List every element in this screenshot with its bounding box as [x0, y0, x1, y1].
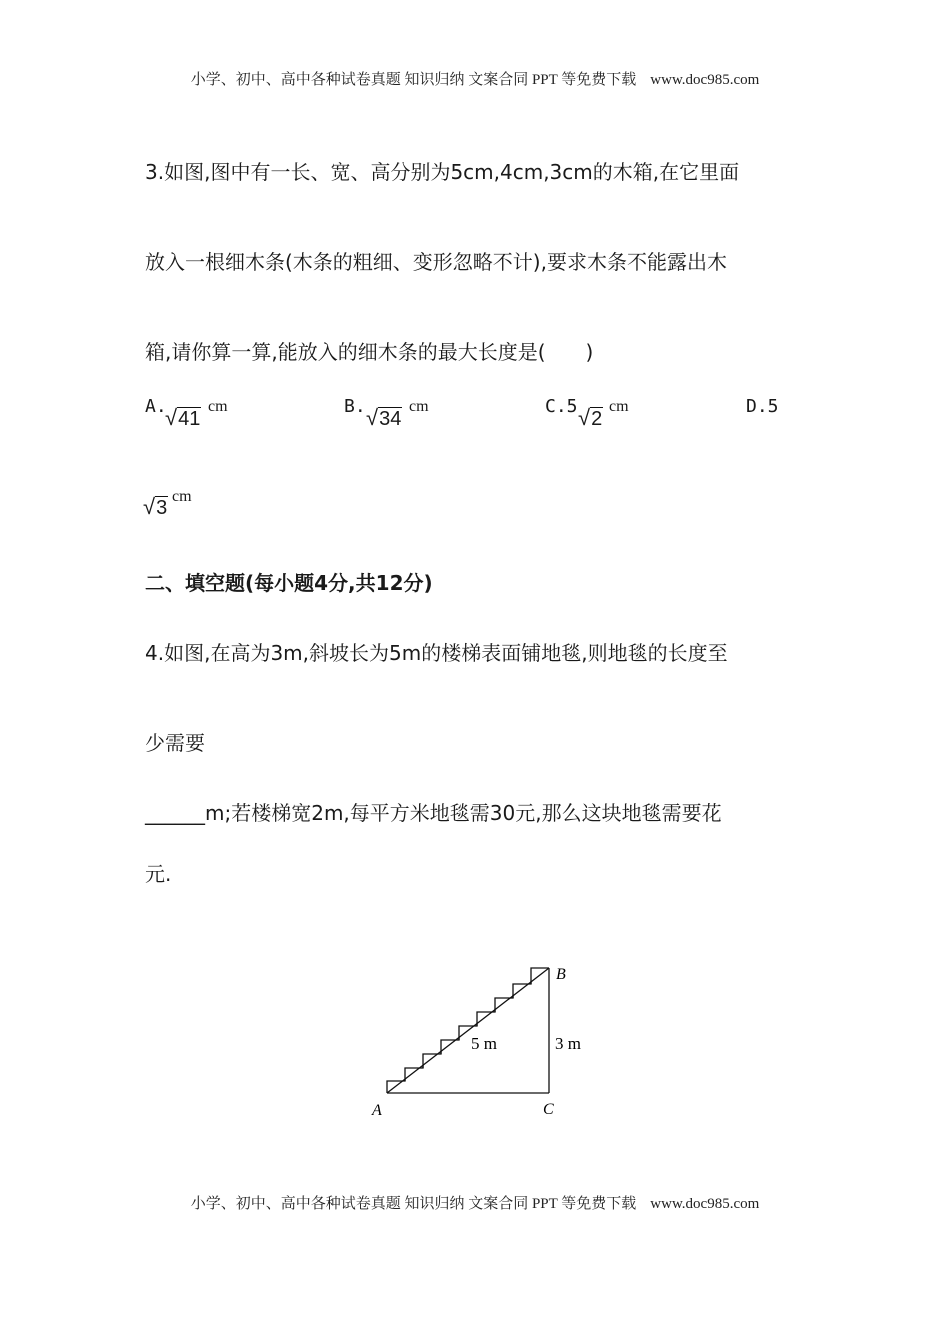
option-a-label: A. — [145, 396, 167, 417]
page-footer — [0, 1192, 950, 1213]
option-a-radicand: 41 — [178, 408, 201, 430]
option-d-radicand: 3 — [156, 497, 168, 519]
option-b-unit: cm — [409, 398, 429, 415]
option-d-radical: √3 — [143, 494, 168, 519]
answer-blank: ______ — [145, 801, 205, 825]
hypotenuse-label: 5 m — [471, 1034, 497, 1053]
label-c: C — [543, 1101, 554, 1118]
hypotenuse-ab — [387, 968, 549, 1093]
footer-site: www.doc985.com — [650, 1196, 760, 1212]
q4-line-4: 元. — [145, 862, 172, 886]
option-c-label: C.5 — [545, 396, 578, 417]
q4-line-1: 4.如图,在高为3m,斜坡长为5m的楼梯表面铺地毯,则地毯的长度至 — [145, 641, 728, 665]
height-label: 3 m — [555, 1034, 581, 1053]
option-b-radical: √34 — [366, 405, 402, 430]
q4-line-2: 少需要 — [145, 731, 205, 755]
option-a-unit: cm — [208, 398, 228, 415]
option-a-radical: √41 — [165, 405, 201, 430]
option-c-radical: √2 — [578, 405, 603, 430]
label-b: B — [556, 966, 566, 983]
option-c-unit: cm — [609, 398, 629, 415]
q3-line-3: 箱,请你算一算,能放入的细木条的最大长度是( ) — [145, 340, 594, 364]
header-text: 小学、初中、高中各种试卷真题 知识归纳 文案合同 PPT 等免费下载 — [190, 72, 637, 88]
q4-line-3 — [145, 797, 722, 826]
q3-line-1: 3.如图,图中有一长、宽、高分别为5cm,4cm,3cm的木箱,在它里面 — [145, 160, 740, 184]
section-2-title: 二、填空题(每小题4分,共12分) — [145, 571, 433, 595]
option-d-unit: cm — [172, 488, 192, 505]
page-header — [0, 68, 950, 89]
option-d-label: D.5 — [746, 396, 779, 417]
label-a: A — [372, 1102, 382, 1119]
footer-text: 小学、初中、高中各种试卷真题 知识归纳 文案合同 PPT 等免费下载 — [190, 1196, 637, 1212]
staircase-figure — [360, 960, 620, 1120]
q4-line-3-text: m;若楼梯宽2m,每平方米地毯需30元,那么这块地毯需要花 — [205, 801, 722, 825]
option-b-label: B. — [344, 396, 366, 417]
option-c-radicand: 2 — [591, 408, 603, 430]
q3-line-2: 放入一根细木条(木条的粗细、变形忽略不计),要求木条不能露出木 — [145, 250, 727, 274]
option-b-radicand: 34 — [379, 408, 402, 430]
header-site: www.doc985.com — [650, 72, 760, 88]
